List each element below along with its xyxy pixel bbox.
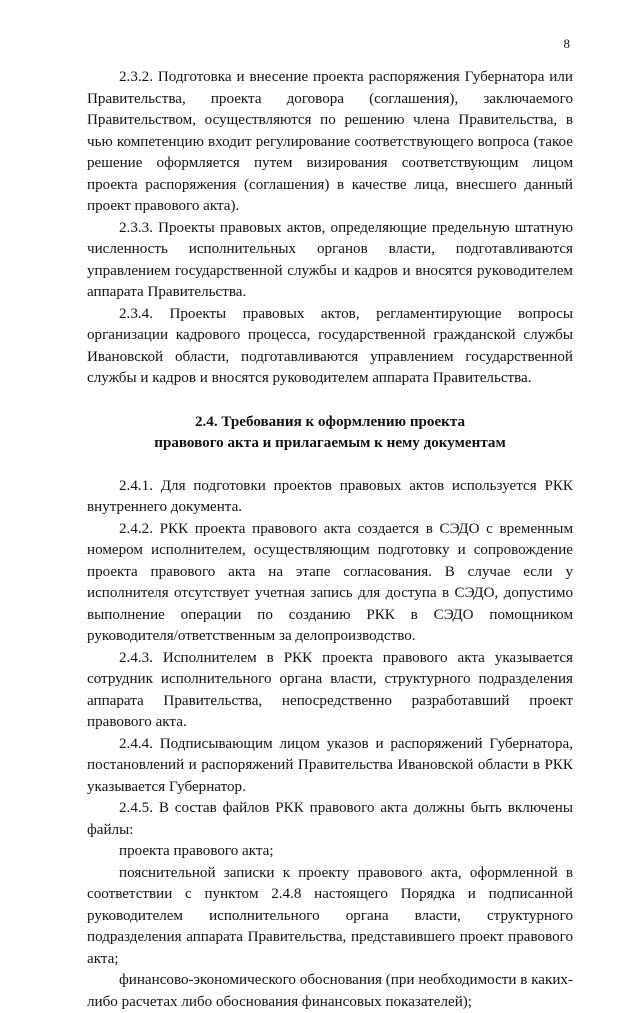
page-number: 8 [563,36,570,51]
paragraph-2-4-3: 2.4.3. Исполнителем в РКК проекта правового акта указывается сотрудник исполнительного органа власти, структурного подразделения аппарата Правительства, непосредственно разработавший проект правового акта. [87,649,573,730]
section-title-line-2: правового акта и прилагаемым к нему документам [154,435,506,451]
paragraph-2-3-2: 2.3.2. Подготовка и внесение проекта распоряжения Губернатора или Правительства, проекта договора (соглашения), заключаемого Правительством, осуществляются по решению члена Правительства, в чью компетенцию входит регулирование соответствующего вопроса (такое решение оформляется путем визирования соответствующим лицом проекта распоряжения (соглашения) в качестве лица, внесшего данный проект правового акта). [87,69,573,214]
paragraph-2-4-4: 2.4.4. Подписывающим лицом указов и распоряжений Губернатора, постановлений и распоряжений Правительства Ивановской области в РКК указывается Губернатор. [87,735,573,795]
list-item-financial-justification: финансово-экономического обоснования (при необходимости в каких-либо расчетах либо обоснования финансовых показателей); [87,972,573,1010]
paragraph-2-4-2: 2.4.2. РКК проекта правового акта создается в СЭДО с временным номером исполнителем, осуществляющим подготовку и сопровождение проекта правового акта на этапе согласования. В случае если у исполнителя отсутствует учетная запись для доступа в СЭДО, допустимо выполнение операции по созданию РКК в СЭДО помощником руководителя/ответственным за делопроизводство. [87,520,573,644]
paragraph-2-3-4: 2.3.4. Проекты правовых актов, регламентирующие вопросы организации кадрового процесса, государственной гражданской службы Ивановской области, подготавливаются управлением государственной службы и кадров и вносятся руководителем аппарата Правительства. [87,305,573,386]
list-item-explanatory-note: пояснительной записки к проекту правового акта, оформленной в соответствии с пунктом 2.4.8 настоящего Порядка и подписанной руководителем исполнительного органа власти, структурного подразделения аппарата Правительства, представившего проект правового акта; [87,864,573,967]
paragraph-2-4-5: 2.4.5. В состав файлов РКК правового акта должны быть включены файлы: [87,800,573,838]
paragraph-2-3-3: 2.3.3. Проекты правовых актов, определяющие предельную штатную численность исполнительных органов власти, подготавливаются управлением государственной службы и кадров и вносятся руководителем аппарата Правительства. [87,219,573,300]
list-item-draft-act: проекта правового акта; [119,843,274,859]
section-title-line-1: 2.4. Требования к оформлению проекта [194,413,466,430]
section-title-2-4 [87,412,573,455]
paragraph-2-4-1: 2.4.1. Для подготовки проектов правовых актов используется РКК внутреннего документа. [87,477,573,515]
document-body [87,67,573,1013]
